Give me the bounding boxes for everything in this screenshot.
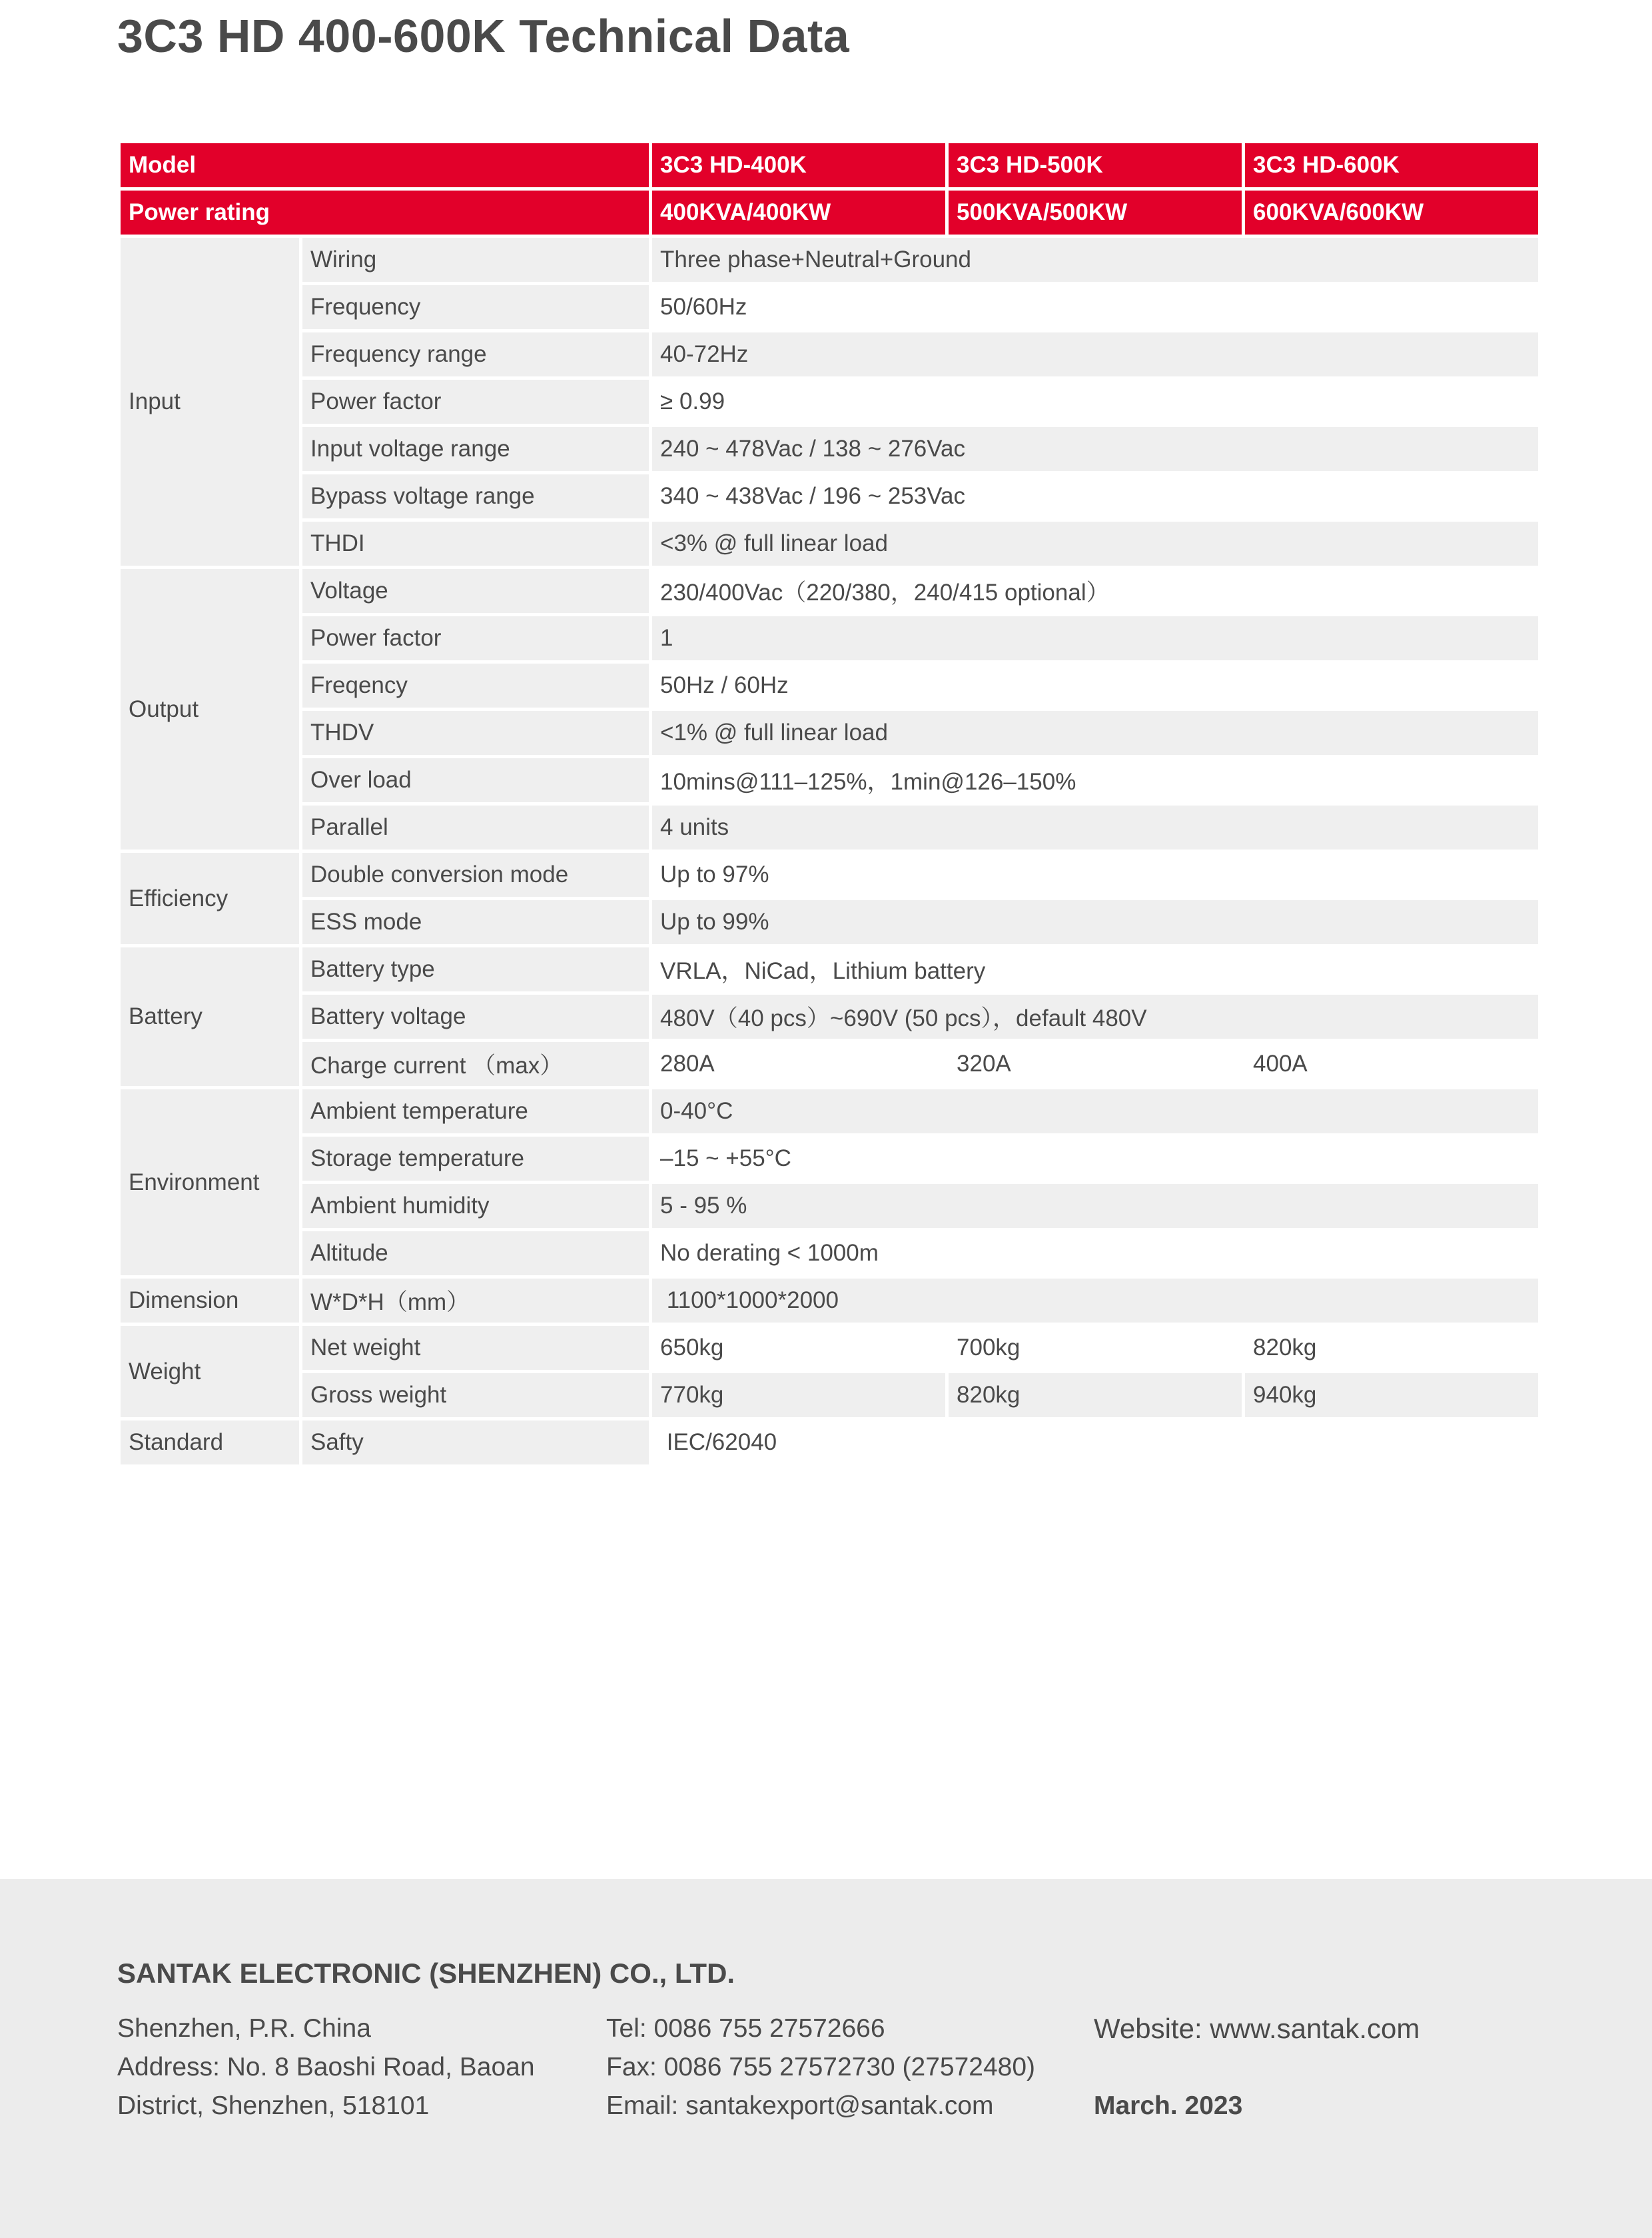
website-block <box>1094 2009 1420 2125</box>
row-value: Three phase+Neutral+Ground <box>652 238 1538 282</box>
row-value-500k: 320A <box>949 1042 1242 1086</box>
row-value-600k: 820kg <box>1245 1326 1538 1370</box>
table-row <box>121 427 1538 471</box>
table-row <box>121 238 1538 282</box>
table-row <box>121 995 1538 1039</box>
page-title: 3C3 HD 400-600K Technical Data <box>117 10 850 62</box>
row-value-600k: 400A <box>1245 1042 1538 1086</box>
table-row <box>121 711 1538 755</box>
row-value: VRLA，NiCad，Lithium battery <box>652 947 1538 991</box>
row-value: 1100*1000*2000 <box>652 1279 1538 1323</box>
row-label: Power factor <box>302 616 649 660</box>
row-label: Double conversion mode <box>302 853 649 897</box>
table-row <box>121 332 1538 376</box>
row-value: 340 ~ 438Vac / 196 ~ 253Vac <box>652 474 1538 518</box>
row-value: 50Hz / 60Hz <box>652 664 1538 708</box>
table-row <box>121 1373 1538 1417</box>
row-label: ESS mode <box>302 900 649 944</box>
table-row <box>121 1042 1538 1086</box>
row-label: THDI <box>302 522 649 566</box>
row-value: 10mins@111–125%，1min@126–150% <box>652 758 1538 802</box>
row-label: Battery type <box>302 947 649 991</box>
row-value: 480V（40 pcs）~690V (50 pcs），default 480V <box>652 995 1538 1039</box>
row-value-500k: 700kg <box>949 1326 1242 1370</box>
row-value-400k: 280A <box>652 1042 945 1086</box>
email-line[interactable]: Email: santakexport@santak.com <box>606 2091 994 2120</box>
row-value: <1% @ full linear load <box>652 711 1538 755</box>
address-block <box>117 2009 535 2125</box>
category-standard: Standard <box>121 1420 299 1464</box>
table-row <box>121 664 1538 708</box>
contact-block <box>606 2009 1035 2125</box>
row-value-400k: 650kg <box>652 1326 945 1370</box>
row-label: Frequency range <box>302 332 649 376</box>
row-value: 50/60Hz <box>652 285 1538 329</box>
power-rating-500k: 500KVA/500KW <box>949 191 1242 235</box>
row-label: Power factor <box>302 380 649 424</box>
model-600k: 3C3 HD-600K <box>1245 143 1538 187</box>
category-weight: Weight <box>121 1326 299 1417</box>
table-row <box>121 806 1538 849</box>
publication-date: March. 2023 <box>1094 2091 1243 2120</box>
row-value: 1 <box>652 616 1538 660</box>
row-value: Up to 97% <box>652 853 1538 897</box>
fax-line: Fax: 0086 755 27572730 (27572480) <box>606 2053 1036 2081</box>
category-output: Output <box>121 569 299 849</box>
table-row <box>121 380 1538 424</box>
row-value: IEC/62040 <box>652 1420 1538 1464</box>
address-line: Shenzhen, P.R. China <box>117 2014 371 2043</box>
table-row <box>121 1231 1538 1275</box>
table-row <box>121 474 1538 518</box>
row-label: Over load <box>302 758 649 802</box>
footer <box>0 1879 1652 2238</box>
row-value: –15 ~ +55°C <box>652 1137 1538 1181</box>
row-label: Wiring <box>302 238 649 282</box>
row-value: 240 ~ 478Vac / 138 ~ 276Vac <box>652 427 1538 471</box>
row-value-400k: 770kg <box>652 1373 945 1417</box>
power-rating-600k: 600KVA/600KW <box>1245 191 1538 235</box>
row-label: Frequency <box>302 285 649 329</box>
row-value: ≥ 0.99 <box>652 380 1538 424</box>
row-label: Gross weight <box>302 1373 649 1417</box>
table-row <box>121 285 1538 329</box>
company-name: SANTAK ELECTRONIC (SHENZHEN) CO., LTD. <box>117 1958 735 1989</box>
address-line: Address: No. 8 Baoshi Road, Baoan <box>117 2053 535 2081</box>
row-value: 230/400Vac（220/380，240/415 optional） <box>652 569 1538 613</box>
model-header-row <box>121 143 1538 187</box>
table-row <box>121 1137 1538 1181</box>
table-row <box>121 1279 1538 1323</box>
row-label: Safty <box>302 1420 649 1464</box>
row-value: 5 - 95 % <box>652 1184 1538 1228</box>
row-label: THDV <box>302 711 649 755</box>
row-label: Bypass voltage range <box>302 474 649 518</box>
row-label: Storage temperature <box>302 1137 649 1181</box>
table-row <box>121 616 1538 660</box>
power-rating-label: Power rating <box>121 191 649 235</box>
row-label: Input voltage range <box>302 427 649 471</box>
table-row <box>121 758 1538 802</box>
model-400k: 3C3 HD-400K <box>652 143 945 187</box>
category-dimension: Dimension <box>121 1279 299 1323</box>
model-500k: 3C3 HD-500K <box>949 143 1242 187</box>
table-row <box>121 522 1538 566</box>
row-label: Ambient humidity <box>302 1184 649 1228</box>
row-value: <3% @ full linear load <box>652 522 1538 566</box>
row-value: 40-72Hz <box>652 332 1538 376</box>
table-row <box>121 900 1538 944</box>
row-label: Net weight <box>302 1326 649 1370</box>
website-link[interactable]: Website: www.santak.com <box>1094 2013 1420 2044</box>
category-efficiency: Efficiency <box>121 853 299 944</box>
row-value-500k: 820kg <box>949 1373 1242 1417</box>
row-label: Battery voltage <box>302 995 649 1039</box>
row-label: Charge current （max） <box>302 1042 649 1086</box>
power-rating-400k: 400KVA/400KW <box>652 191 945 235</box>
table-row <box>121 1184 1538 1228</box>
table-row <box>121 853 1538 897</box>
table-row <box>121 1089 1538 1133</box>
row-value: 0-40°C <box>652 1089 1538 1133</box>
table-row <box>121 1420 1538 1464</box>
category-input: Input <box>121 238 299 566</box>
row-label: Freqency <box>302 664 649 708</box>
table-row <box>121 947 1538 991</box>
row-label: Ambient temperature <box>302 1089 649 1133</box>
row-label: Parallel <box>302 806 649 849</box>
address-line: District, Shenzhen, 518101 <box>117 2091 430 2120</box>
row-value: No derating < 1000m <box>652 1231 1538 1275</box>
model-label: Model <box>121 143 649 187</box>
table-row <box>121 569 1538 613</box>
tel-line: Tel: 0086 755 27572666 <box>606 2014 885 2043</box>
row-value: Up to 99% <box>652 900 1538 944</box>
row-label: Altitude <box>302 1231 649 1275</box>
technical-data-table <box>117 140 1541 1468</box>
power-rating-row <box>121 191 1538 235</box>
row-value: 4 units <box>652 806 1538 849</box>
category-battery: Battery <box>121 947 299 1086</box>
row-value-600k: 940kg <box>1245 1373 1538 1417</box>
table-row <box>121 1326 1538 1370</box>
row-label: W*D*H（mm） <box>302 1279 649 1323</box>
row-label: Voltage <box>302 569 649 613</box>
category-environment: Environment <box>121 1089 299 1275</box>
